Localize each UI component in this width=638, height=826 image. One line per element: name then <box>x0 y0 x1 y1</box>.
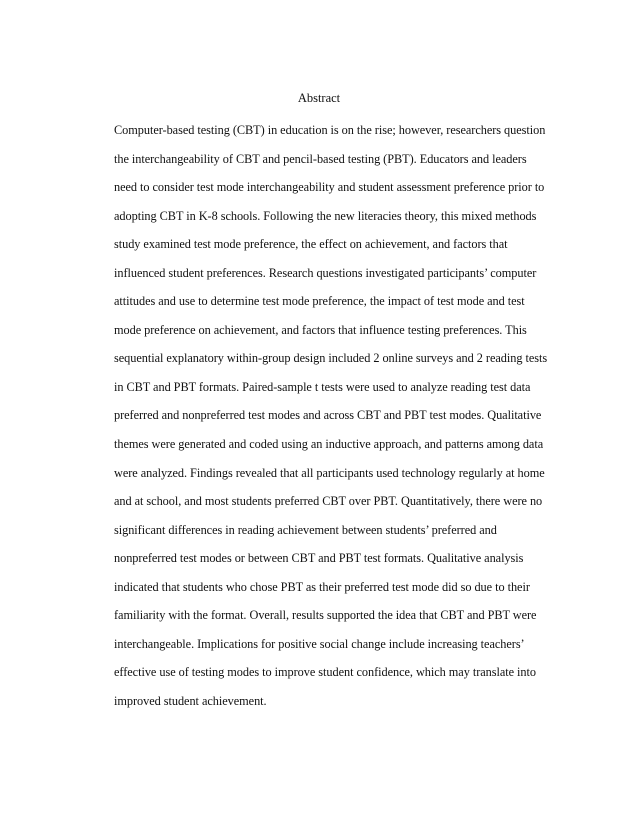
abstract-line: familiarity with the format. Overall, results supported the idea that CBT and PBT were <box>114 608 537 623</box>
abstract-line: need to consider test mode interchangeability and student assessment preference prior to <box>114 180 545 195</box>
abstract-title: Abstract <box>297 91 341 105</box>
abstract-line: preferred and nonpreferred test modes and across CBT and PBT test modes. Qualitative <box>114 408 542 423</box>
abstract-line: influenced student preferences. Research questions investigated participants’ computer <box>114 265 537 280</box>
abstract-line: were analyzed. Findings revealed that all participants used technology regularly at home <box>114 465 545 480</box>
abstract-line: themes were generated and coded using an inductive approach, and patterns among data <box>114 437 544 452</box>
abstract-line: improved student achievement. <box>114 693 267 708</box>
abstract-line: significant differences in reading achievement between students’ preferred and <box>114 522 497 537</box>
abstract-line: interchangeable. Implications for positive social change include increasing teachers’ <box>114 636 525 651</box>
abstract-line: sequential explanatory within-group design included 2 online surveys and 2 reading tests <box>114 351 548 366</box>
abstract-line: indicated that students who chose PBT as their preferred test mode did so due to their <box>114 579 530 594</box>
abstract-line: study examined test mode preference, the effect on achievement, and factors that <box>114 237 508 252</box>
abstract-body <box>114 122 584 721</box>
abstract-line: adopting CBT in K-8 schools. Following the new literacies theory, this mixed methods <box>114 208 537 223</box>
abstract-line: Computer-based testing (CBT) in education is on the rise; however, researchers question <box>114 123 546 137</box>
abstract-line: nonpreferred test modes or between CBT and PBT test formats. Qualitative analysis <box>114 551 524 566</box>
abstract-line: mode preference on achievement, and factors that influence testing preferences. This <box>114 322 527 337</box>
abstract-line: and at school, and most students preferred CBT over PBT. Quantitatively, there were no <box>114 494 543 509</box>
abstract-line: attitudes and use to determine test mode preference, the impact of test mode and test <box>114 294 525 309</box>
abstract-line: effective use of testing modes to improve student confidence, which may translate into <box>114 665 536 680</box>
abstract-line: in CBT and PBT formats. Paired-sample t tests were used to analyze reading test data <box>114 379 531 394</box>
abstract-line: the interchangeability of CBT and pencil-based testing (PBT). Educators and leaders <box>114 151 527 166</box>
